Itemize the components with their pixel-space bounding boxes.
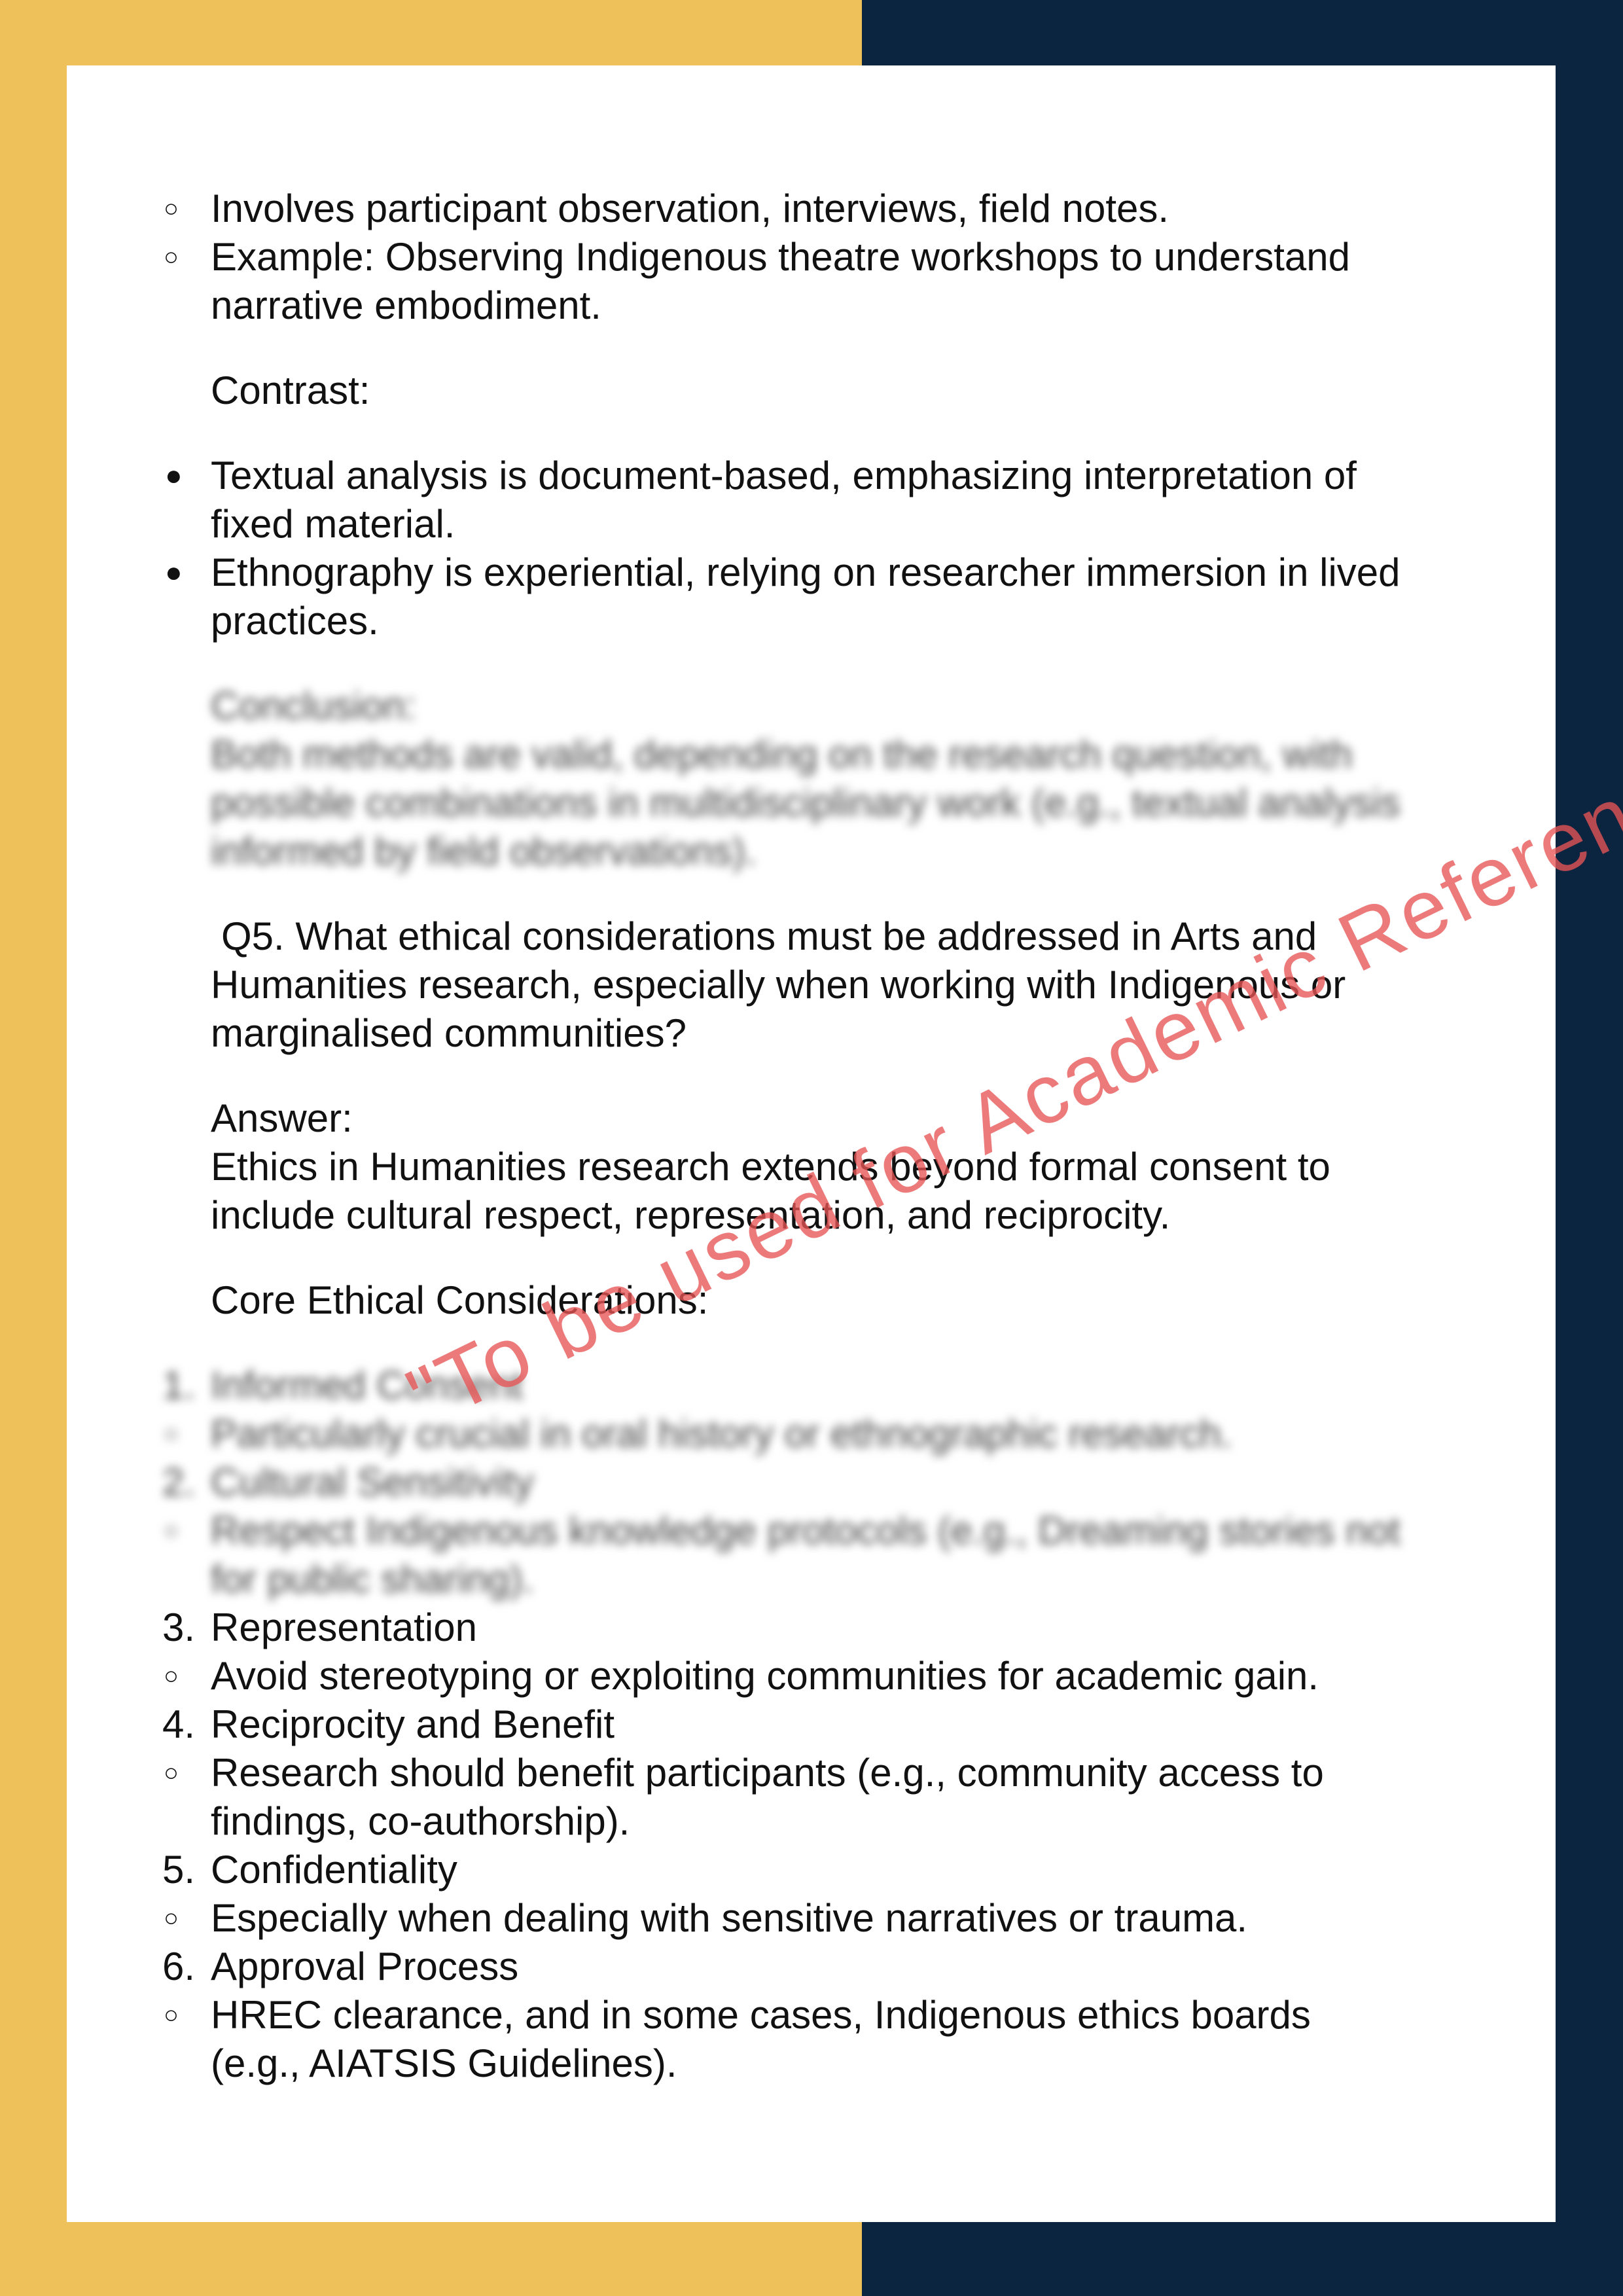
core-item-detail: Research should benefit participants (e.g., community access to: [211, 1751, 1324, 1795]
core-item-detail: Particularly crucial in oral history or ethnographic research.: [211, 1412, 1232, 1456]
core-item-detail-cont: (e.g., AIATSIS Guidelines).: [211, 2041, 677, 2085]
bullet-icon: ●: [165, 556, 183, 588]
core-item-title: Approval Process: [211, 1945, 519, 1988]
core-heading: Core Ethical Considerations:: [211, 1278, 709, 1322]
intro-bullet-1: Involves participant observation, interviews, field notes.: [211, 187, 1169, 230]
contrast-item-1-cont: fixed material.: [211, 502, 455, 546]
question-line-2: Humanities research, especially when working with Indigenous or: [211, 963, 1346, 1007]
core-item-title: Reciprocity and Benefit: [211, 1702, 615, 1746]
conclusion-line-3: informed by field observations).: [211, 829, 757, 873]
hollow-bullet-icon: ○: [164, 1759, 179, 1787]
core-item-detail: HREC clearance, and in some cases, Indigenous ethics boards: [211, 1993, 1311, 2037]
core-item-detail-cont: for public sharing).: [211, 1557, 534, 1601]
answer-line-2: include cultural respect, representation, and reciprocity.: [211, 1193, 1171, 1237]
watermark: "To be used for Academic Reference: [393, 726, 1623, 1444]
intro-bullet-2-cont: narrative embodiment.: [211, 283, 601, 327]
list-number: 6.: [162, 1945, 196, 1988]
hollow-bullet-icon: ○: [164, 1662, 179, 1690]
core-item-detail: Avoid stereotyping or exploiting communities for academic gain.: [211, 1654, 1319, 1698]
contrast-heading: Contrast:: [211, 368, 370, 412]
list-number: 2.: [162, 1460, 196, 1504]
conclusion-line-1: Both methods are valid, depending on the research question, with: [211, 732, 1353, 776]
list-number: 5.: [162, 1848, 196, 1892]
core-item-detail: Respect Indigenous knowledge protocols (e.g., Dreaming stories not: [211, 1509, 1400, 1552]
intro-bullet-2: Example: Observing Indigenous theatre workshops to understand: [211, 235, 1351, 279]
list-number: 1.: [162, 1363, 196, 1407]
bullet-icon: ●: [165, 459, 183, 492]
hollow-bullet-icon: ○: [164, 195, 179, 223]
list-number: 4.: [162, 1702, 196, 1746]
contrast-item-2: Ethnography is experiential, relying on researcher immersion in lived: [211, 550, 1400, 594]
answer-heading: Answer:: [211, 1096, 353, 1140]
core-item-title: Cultural Sensitivity: [211, 1460, 534, 1504]
core-item-detail-cont: findings, co-authorship).: [211, 1799, 630, 1843]
answer-line-1: Ethics in Humanities research extends beyond formal consent to: [211, 1145, 1330, 1189]
question-line-1: Q5. What ethical considerations must be addressed in Arts and: [221, 914, 1317, 958]
core-item-title: Confidentiality: [211, 1848, 457, 1892]
conclusion-line-2: possible combinations in multidisciplinary work (e.g., textual analysis: [211, 781, 1400, 825]
contrast-item-2-cont: practices.: [211, 599, 379, 643]
hollow-bullet-icon: ○: [164, 1517, 179, 1545]
hollow-bullet-icon: ○: [164, 1420, 179, 1448]
hollow-bullet-icon: ○: [164, 2001, 179, 2029]
core-item-title: Representation: [211, 1605, 477, 1649]
core-item-detail: Especially when dealing with sensitive narratives or trauma.: [211, 1896, 1248, 1940]
hollow-bullet-icon: ○: [164, 1905, 179, 1932]
conclusion-heading: Conclusion:: [211, 684, 416, 728]
contrast-item-1: Textual analysis is document-based, emphasizing interpretation of: [211, 454, 1357, 497]
list-number: 3.: [162, 1605, 196, 1649]
core-item-title: Informed Consent: [211, 1363, 523, 1407]
hollow-bullet-icon: ○: [164, 243, 179, 271]
question-line-3: marginalised communities?: [211, 1011, 687, 1055]
